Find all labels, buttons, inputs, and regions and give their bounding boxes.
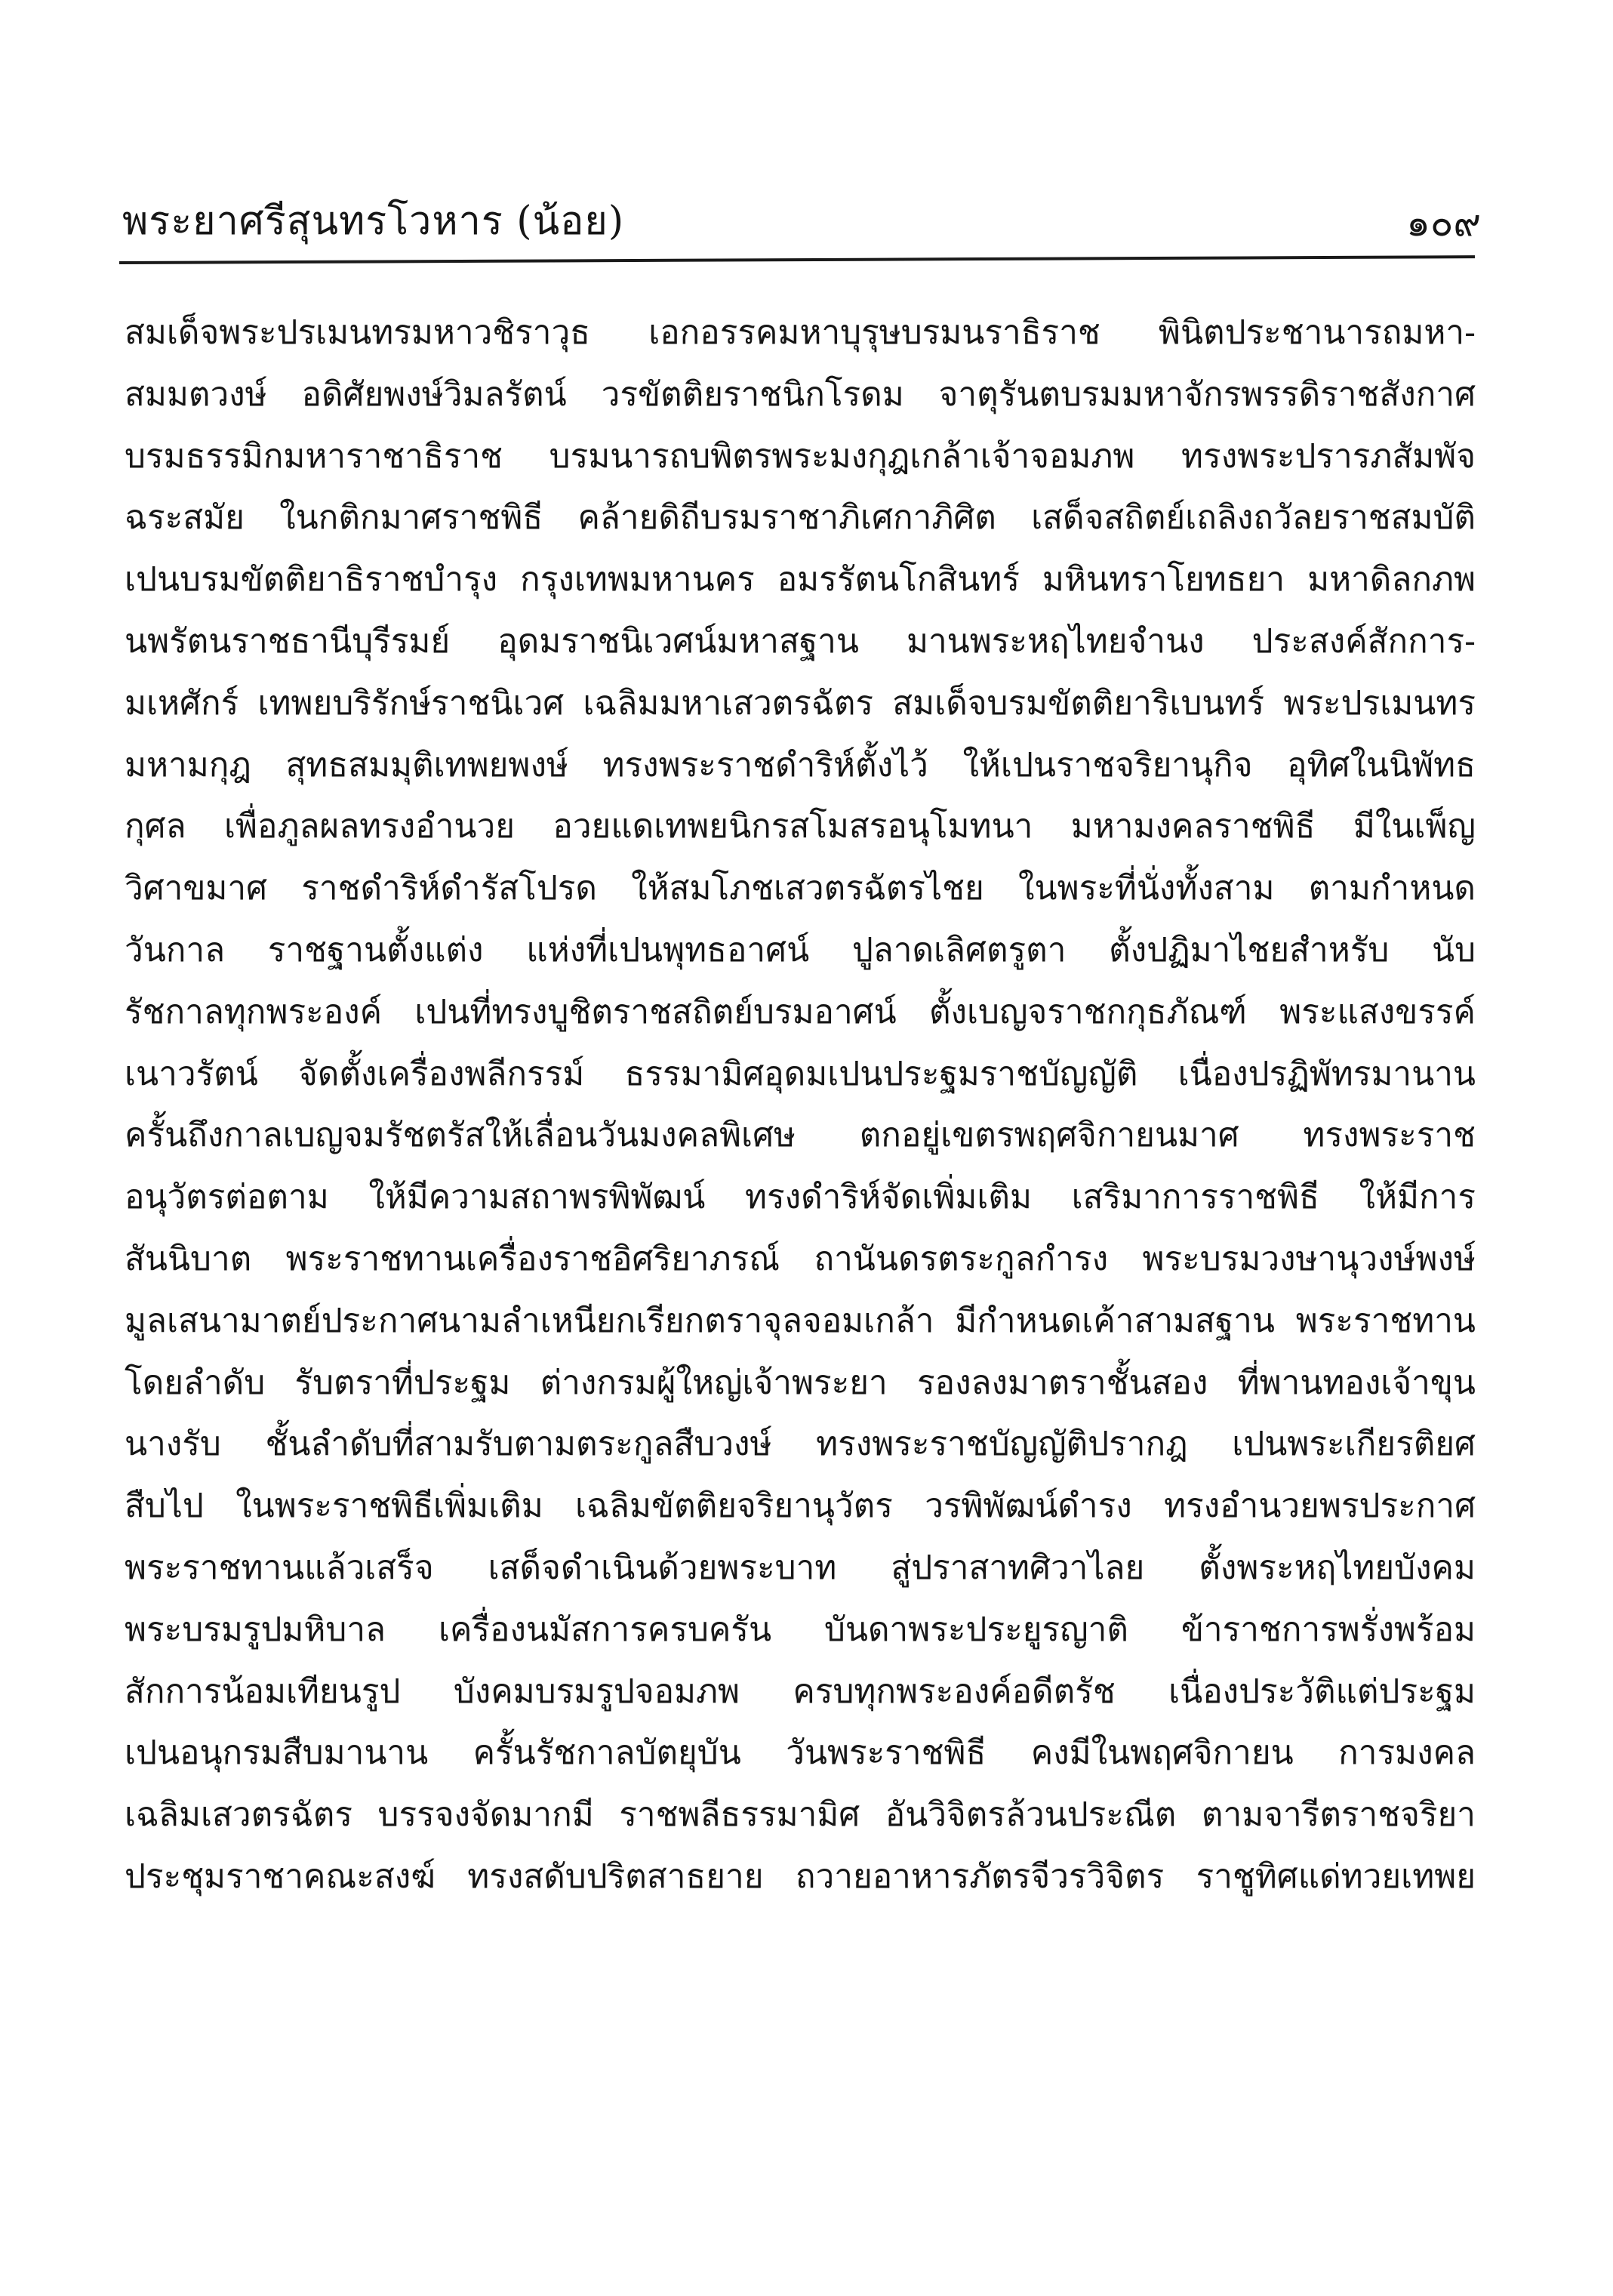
text-line: สักการน้อมเทียนรูป บังคมบรมรูปจอมภพ ครบทุกพระองค์อดีตรัช เนื่องประวัติแต่ประฐม [125, 1672, 1476, 1711]
text-line: กุศล เพื่อภูลผลทรงอำนวย อวยแดเทพยนิกรสโมสรอนุโมทนา มหามงคลราชพิธี มีในเพ็ญ [125, 807, 1476, 846]
text-line: มเหศักร์ เทพยบริรักษ์ราชนิเวศ เฉลิมมหาเสวตรฉัตร สมเด็จบรมขัตติยาริเบนทร์ พระปรเมนทร [125, 683, 1476, 723]
text-line: วิศาขมาศ ราชดำริห์ดำรัสโปรด ให้สมโภชเสวตรฉัตรไชย ในพระที่นั่งทั้งสาม ตามกำหนด [125, 869, 1476, 908]
text-line: มหามกุฎ สุทธสมมุติเทพยพงษ์ ทรงพระราชดำริห์ตั้งไว้ ให้เปนราชจริยานุกิจ อุทิศในนิพัทธ [125, 745, 1476, 784]
text-line: นางรับ ชั้นลำดับที่สามรับตามตระกูลสืบวงษ์ ทรงพระราชบัญญัติปรากฎ เปนพระเกียรติยศ [125, 1425, 1476, 1464]
text-line: นพรัตนราชธานีบุรีรมย์ อุดมราชนิเวศน์มหาสฐาน มานพระหฤไทยจำนง ประสงค์สักการ- [125, 621, 1476, 661]
text-line: เนาวรัตน์ จัดตั้งเครื่องพลีกรรม์ ธรรมามิศอุดมเปนประฐมราชบัญญัติ เนื่องปรฏิพัทรมานาน [125, 1054, 1476, 1093]
body-text [125, 302, 1476, 1908]
text-line: ประชุมราชาคณะสงฆ์ ทรงสดับปริตสาธยาย ถวายอาหารภัตรจีวรวิจิตร ราชูทิศแด่ทวยเทพย [125, 1857, 1476, 1896]
text-line: โดยลำดับ รับตราที่ประฐม ต่างกรมผู้ใหญ่เจ้าพระยา รองลงมาตราชั้นสอง ที่พานทองเจ้าขุน [125, 1363, 1476, 1402]
text-line: พระบรมรูปมหิบาล เครื่องนมัสการครบครัน บันดาพระประยูรญาติ ข้าราชการพรั่งพร้อม [125, 1610, 1476, 1649]
text-line: พระราชทานแล้วเสร็จ เสด็จดำเนินด้วยพระบาท สู่ปราสาทศิวาไลย ตั้งพระหฤไทยบังคม [125, 1548, 1476, 1587]
text-line: อนุวัตรต่อตาม ให้มีความสถาพรพิพัฒน์ ทรงดำริห์จัดเพิ่มเติม เสริมาการราชพิธี ให้มีการ [125, 1178, 1476, 1217]
header-rule [119, 255, 1475, 264]
text-line: มูลเสนามาตย์ประกาศนามลำเหนียกเรียกตราจุลจอมเกล้า มีกำหนดเค้าสามสฐาน พระราชทาน [125, 1301, 1476, 1340]
text-line: เปนบรมขัตติยาธิราชบำรุง กรุงเทพมหานคร อมรรัตนโกสินทร์ มหินทราโยทธยา มหาดิลกภพ [125, 560, 1476, 599]
text-line: บรมธรรมิกมหาราชาธิราช บรมนารถบพิตรพระมงกุฎเกล้าเจ้าจอมภพ ทรงพระปรารภสัมพัจ [125, 436, 1476, 476]
text-line: ฉระสมัย ในกติกมาศราชพิธี คล้ายดิถีบรมราชาภิเศกาภิศิต เสด็จสถิตย์เถลิงถวัลยราชสมบัติ [125, 498, 1476, 538]
text-line: สืบไป ในพระราชพิธีเพิ่มเติม เฉลิมขัตติยจริยานุวัตร วรพิพัฒน์ดำรง ทรงอำนวยพรประกาศ [125, 1487, 1476, 1526]
text-line: เฉลิมเสวตรฉัตร บรรจงจัดมากมี ราชพลีธรรมามิศ อันวิจิตรล้วนประณีต ตามจารีตราชจริยา [125, 1795, 1476, 1835]
text-line: สันนิบาต พระราชทานเครื่องราชอิศริยาภรณ์ ถานันดรตระกูลกำรง พระบรมวงษานุวงษ์พงษ์ [125, 1239, 1476, 1278]
text-line: สมเด็จพระปรเมนทรมหาวชิราวุธ เอกอรรคมหาบุรุษบรมนราธิราช พินิตประชานารถมหา- [125, 313, 1476, 352]
text-line: วันกาล ราชฐานตั้งแต่ง แห่งที่เปนพุทธอาศน์ ปูลาดเลิศตรูตา ตั้งปฏิมาไชยสำหรับ นับ [125, 930, 1476, 969]
text-line: สมมตวงษ์ อดิศัยพงษ์วิมลรัตน์ วรขัตติยราชนิกโรดม จาตุรันตบรมมหาจักรพรรดิราชสังกาศ [125, 374, 1476, 414]
page-header [122, 189, 1481, 249]
text-line: รัชกาลทุกพระองค์ เปนที่ทรงบูชิตราชสถิตย์บรมอาศน์ ตั้งเบญจราชกกุธภัณฑ์ พระแสงขรรค์ [125, 992, 1476, 1031]
text-line: ครั้นถึงกาลเบญจมรัชตรัสให้เลื่อนวันมงคลพิเศษ ตกอยู่เขตรพฤศจิกายนมาศ ทรงพระราช [125, 1116, 1476, 1155]
running-title: พระยาศรีสุนทรโวหาร (น้อย) [122, 199, 625, 244]
page-number: ๑๐๙ [1406, 201, 1481, 245]
text-line: เปนอนุกรมสืบมานาน ครั้นรัชกาลบัตยุบัน วันพระราชพิธี คงมีในพฤศจิกายน การมงคล [125, 1734, 1476, 1773]
